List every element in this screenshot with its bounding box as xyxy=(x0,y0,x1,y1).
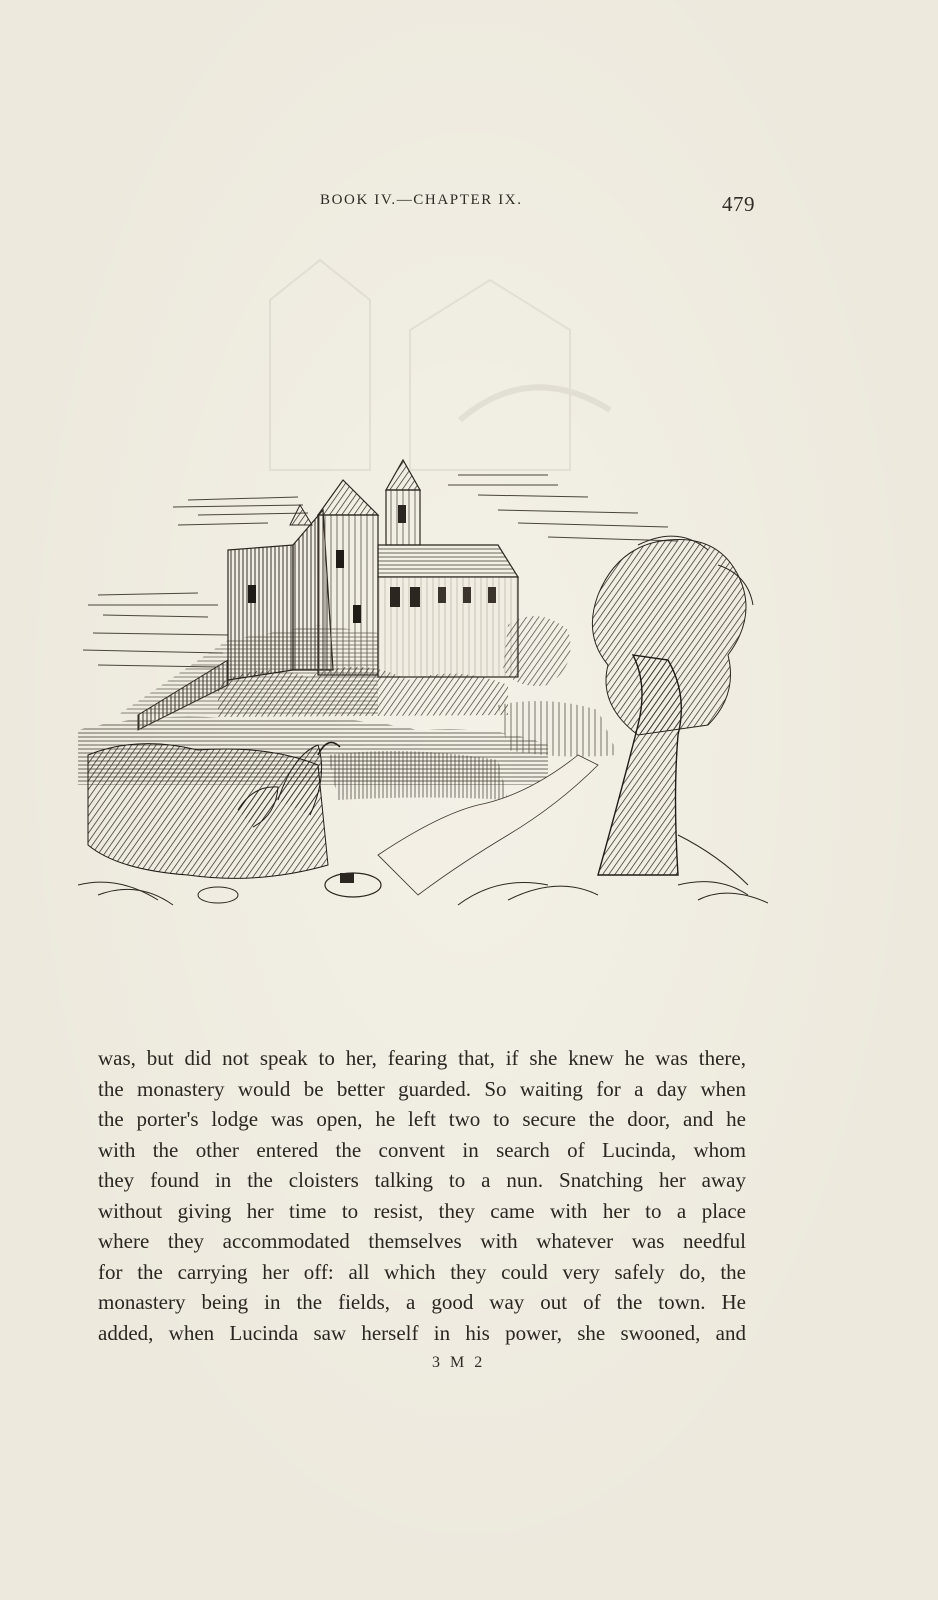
printer-signature: 3 M 2 xyxy=(432,1354,486,1371)
text-line: the porter's lodge was open, he left two to secure the door, and he xyxy=(98,1107,746,1131)
text-line: added, when Lucinda saw herself in his power, she swooned, and xyxy=(98,1320,746,1345)
text-line: for the carrying her off: all which they could very safely do, the xyxy=(98,1259,746,1284)
running-head: BOOK IV.—CHAPTER IX. xyxy=(320,192,523,208)
text-line: without giving her time to resist, they came with her to a place xyxy=(98,1198,746,1223)
bleed-through-shadow xyxy=(230,240,650,480)
text-line: the monastery would be better guarded. So waiting for a day when xyxy=(98,1076,746,1101)
page-number: 479 xyxy=(722,192,755,216)
text-line: they found in the cloisters talking to a nun. Snatching her away xyxy=(98,1168,746,1192)
text-line: monastery being in the fields, a good way out of the town. He xyxy=(98,1290,746,1314)
body-text xyxy=(98,1043,746,1348)
text-line: where they accommodated themselves with whatever was needful xyxy=(98,1229,746,1253)
castle-engraving xyxy=(78,455,768,935)
text-line: was, but did not speak to her, fearing that, if she knew he was there, xyxy=(98,1046,746,1070)
text-line: with the other entered the convent in search of Lucinda, whom xyxy=(98,1137,746,1162)
